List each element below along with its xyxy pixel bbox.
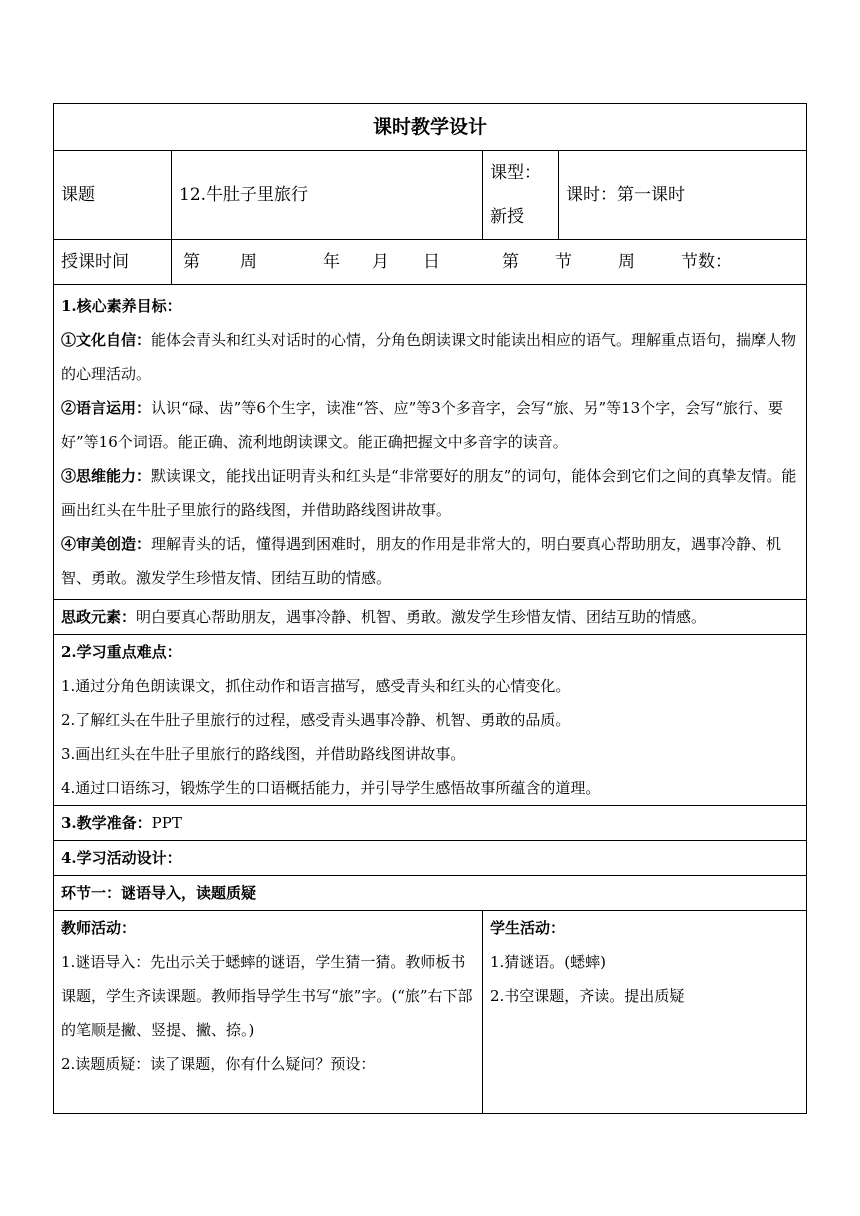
teacher-item: 1.谜语导入：先出示关于蟋蟀的谜语，学生猜一猜。教师板书课题，学生齐读课题。教师指导学生书写“旅”字。(“旅”右下部的笔顺是撇、竖提、撇、捺。) (61, 953, 473, 1039)
page-title: 课时教学设计 (54, 104, 807, 151)
lesson-type: 课型：新授 (483, 151, 559, 240)
key-point-item: 4.通过口语练习，锻炼学生的口语概括能力，并引导学生感悟故事所蕴含的道理。 (61, 779, 601, 797)
preparation-section: 3.教学准备：PPT (54, 806, 807, 841)
teacher-activity (54, 911, 483, 1114)
lesson-plan (53, 103, 806, 1114)
teacher-heading: 教师活动： (61, 919, 137, 937)
key-points-section (54, 635, 807, 806)
ideology-section: 思政元素：明白要真心帮助朋友，遇事冷静、机智、勇敢。激发学生珍惜友情、团结互助的情感。 (54, 600, 807, 635)
activities-heading: 4.学习活动设计： (54, 841, 807, 876)
time-fields: 第 周 年 月 日 第 节 周 节数： (172, 240, 807, 285)
goals-heading: 1.核心素养目标： (61, 297, 182, 315)
goals-section (54, 285, 807, 600)
student-item: 1.猜谜语。(蟋蟀) (490, 953, 607, 971)
key-point-item: 2.了解红头在牛肚子里旅行的过程，感受青头遇事冷静、机智、勇敢的品质。 (61, 711, 571, 729)
lesson-plan-table (53, 103, 807, 1114)
student-item: 2.书空课题，齐读。提出质疑 (490, 987, 685, 1005)
goal-item: ④审美创造：理解青头的话，懂得遇到困难时，朋友的作用是非常大的，明白要真心帮助朋友，遇事冷静、机智、勇敢。激发学生珍惜友情、团结互助的情感。 (61, 535, 782, 587)
key-point-item: 3.画出红头在牛肚子里旅行的路线图，并借助路线图讲故事。 (61, 745, 466, 763)
lesson-period: 课时：第一课时 (559, 151, 807, 240)
teacher-item: 2.读题质疑：读了课题，你有什么疑问？预设： (61, 1055, 376, 1073)
student-activity (483, 911, 807, 1114)
key-point-item: 1.通过分角色朗读课文，抓住动作和语言描写，感受青头和红头的心情变化。 (61, 677, 571, 695)
student-heading: 学生活动： (490, 919, 566, 937)
goal-item: ②语言运用：认识“碌、齿”等6个生字，读准“答、应”等3个多音字，会写“旅、另”等13个字，会写“旅行、要好”等16个词语。能正确、流利地朗读课文。能正确把握文中多音字的读音。 (61, 399, 783, 451)
topic-value: 12.牛肚子里旅行 (172, 151, 483, 240)
goal-item: ①文化自信：能体会青头和红头对话时的心情，分角色朗读课文时能读出相应的语气。理解重点语句，揣摩人物的心理活动。 (61, 331, 797, 383)
topic-label: 课题 (54, 151, 172, 240)
time-label: 授课时间 (54, 240, 172, 285)
stage1-heading: 环节一：谜语导入，读题质疑 (54, 876, 807, 911)
goal-item: ③思维能力：默读课文，能找出证明青头和红头是“非常要好的朋友”的词句，能体会到它们之间的真挚友情。能画出红头在牛肚子里旅行的路线图，并借助路线图讲故事。 (61, 467, 797, 519)
key-points-heading: 2.学习重点难点： (61, 643, 182, 661)
